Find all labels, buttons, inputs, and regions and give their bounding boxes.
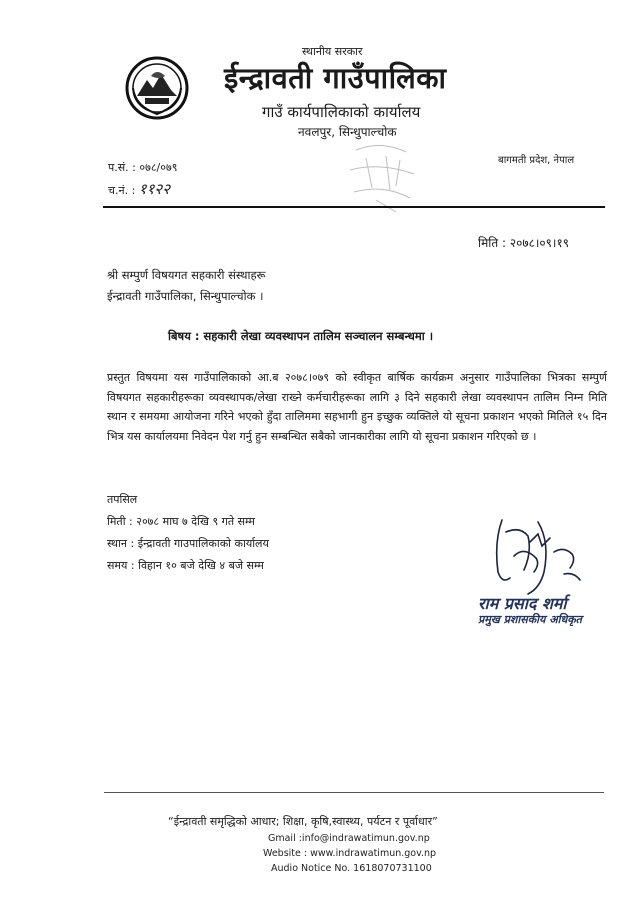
date-label: मिति : bbox=[478, 236, 507, 250]
recipient-line-2: ईन्द्रावती गाउँपालिका, सिन्धुपाल्चोक । bbox=[107, 289, 264, 303]
office-name: गाउँ कार्यपालिकाको कार्यालय bbox=[262, 103, 421, 121]
date-value: २०७८।०९।१९ bbox=[509, 236, 569, 250]
subject-line: बिषय : सहकारी लेखा व्यवस्थापन तालिम सञ्चालन सम्बन्धमा । bbox=[168, 329, 434, 343]
recipient-line-1: श्री सम्पुर्ण विषयगत सहकारी संस्थाहरू bbox=[107, 268, 266, 282]
signer-title: प्रमुख प्रशासकीय अधिकृत bbox=[478, 613, 582, 626]
footer-website: Website : www.indrawatimun.gov.np bbox=[263, 848, 437, 859]
detail-time: समय : विहान १० बजे देखि ४ बजे सम्म bbox=[107, 559, 264, 572]
reference-cn bbox=[108, 179, 170, 199]
province-label: बागमती प्रदेश, नेपाल bbox=[498, 155, 575, 166]
detail-venue: स्थान : ईन्द्रावती गाउपालिकाको कार्यालय bbox=[107, 537, 269, 550]
office-address: नवलपुर, सिन्धुपाल्चोक bbox=[298, 125, 397, 139]
ref-ps-label: प.सं. : bbox=[108, 161, 136, 174]
signer-name: राम प्रसाद शर्मा bbox=[478, 594, 567, 613]
body-paragraph: प्रस्तुत विषयमा यस गाउँपालिकाको आ.ब २०७८।०७९ को स्वीकृत बार्षिक कार्यक्रम अनुसार गाउँपालिका भित्रका सम्पुर्ण विषयगत सहकारीहरूका व्यवस्थापक/लेखा राख्ने कर्मचारीहरूका लागि ३ दिने सहकारी लेखा व्यवस्थापन तालिम निम्न मिति स्थान र समयमा आयोजना गरिने भएको हुँदा तालिममा सहभागी हुन इच्छुक व्यक्तिले यो सूचना प्रकाशन भएको मितिले १५ दिन भित्र यस कार्यालयमा निवेदन पेश गर्नु हुन सम्बन्धित सबैको जानकारीका लागि यो सूचना प्रकाशन गरिएको छ । bbox=[107, 371, 607, 443]
ref-cn-value: ११२२ bbox=[138, 180, 170, 198]
letter-date bbox=[478, 234, 569, 251]
footer-divider bbox=[104, 792, 604, 793]
details-heading: तपसिल bbox=[107, 493, 138, 506]
header-divider bbox=[103, 206, 605, 208]
footer-audio-notice: Audio Notice No. 1618070731100 bbox=[271, 863, 432, 874]
footer-slogan: “ईन्द्रावती समृद्धिको आधार; शिक्षा, कृषि,स्वास्थ्य, पर्यटन र पूर्वाधार” bbox=[168, 815, 438, 828]
footer-email: Gmail :info@indrawatimun.gov.np bbox=[268, 833, 430, 844]
ref-ps-value: ०७८/०७९ bbox=[139, 161, 178, 174]
detail-date: मिती : २०७८ माघ ७ देखि ९ गते सम्म bbox=[107, 515, 255, 528]
municipality-emblem-icon bbox=[125, 56, 189, 120]
ref-cn-label: च.नं. : bbox=[108, 184, 136, 197]
government-label: स्थानीय सरकार bbox=[302, 45, 363, 58]
handwritten-signature-icon bbox=[480, 512, 590, 597]
reference-ps bbox=[108, 160, 177, 175]
office-stamp-icon bbox=[336, 140, 426, 220]
municipality-name: ईन्द्रावती गाउँपालिका bbox=[224, 61, 447, 95]
